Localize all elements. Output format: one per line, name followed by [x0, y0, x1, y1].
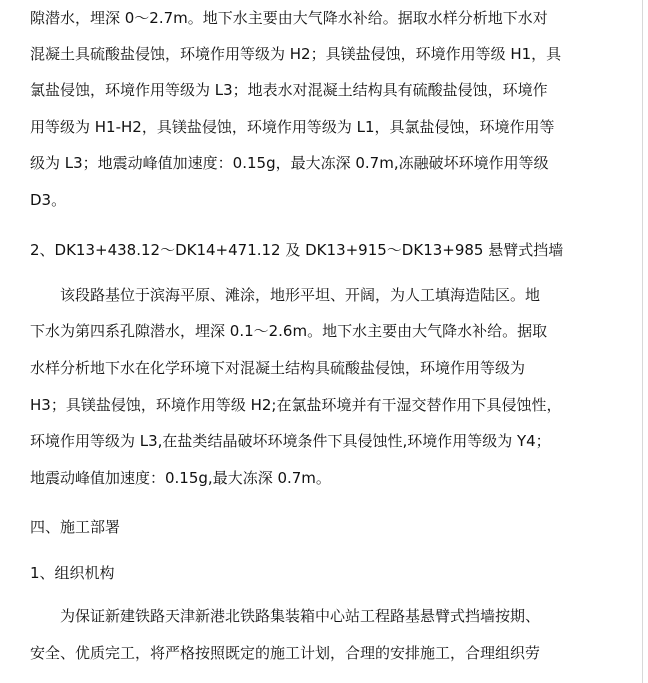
paragraph-line: 用等级为 H1-H2，具镁盐侵蚀，环境作用等级为 L1，具氯盐侵蚀，环境作用等	[30, 118, 555, 136]
section-heading-4: 四、施工部署	[30, 518, 121, 536]
section-heading-4-1: 1、组织机构	[30, 564, 115, 582]
paragraph-line: 级为 L3；地震动峰值加速度：0.15g，最大冻深 0.7m,冻融破坏环境作用等级	[30, 154, 549, 172]
paragraph-line: D3。	[30, 191, 67, 209]
paragraph-line: 水样分析地下水在化学环境下对混凝土结构具硫酸盐侵蚀，环境作用等级为	[30, 359, 526, 377]
section-heading-2: 2、DK13+438.12～DK14+471.12 及 DK13+915～DK13+985 悬臂式挡墙	[30, 241, 564, 259]
paragraph-line: 隙潜水，埋深 0～2.7m。地下水主要由大气降水补给。据取水样分析地下水对	[30, 9, 548, 27]
paragraph-line: H3；具镁盐侵蚀，环境作用等级 H2;在氯盐环境并有干湿交替作用下具侵蚀性，	[30, 396, 562, 414]
paragraph-line: 安全、优质完工，将严格按照既定的施工计划，合理的安排施工，合理组织劳	[30, 644, 541, 662]
page-right-border	[642, 0, 643, 683]
paragraph-line: 为保证新建铁路天津新港北铁路集装箱中心站工程路基悬臂式挡墙按期、	[60, 607, 541, 625]
paragraph-line: 下水为第四系孔隙潜水，埋深 0.1～2.6m。地下水主要由大气降水补给。据取	[30, 322, 548, 340]
paragraph-line: 该段路基位于滨海平原、滩涂，地形平坦、开阔，为人工填海造陆区。地	[60, 286, 541, 304]
paragraph-line: 地震动峰值加速度：0.15g,最大冻深 0.7m。	[30, 469, 331, 487]
paragraph-line: 氯盐侵蚀，环境作用等级为 L3；地表水对混凝土结构具有硫酸盐侵蚀，环境作	[30, 81, 548, 99]
paragraph-line: 环境作用等级为 L3,在盐类结晶破坏环境条件下具侵蚀性,环境作用等级为 Y4；	[30, 432, 551, 450]
paragraph-line: 混凝土具硫酸盐侵蚀，环境作用等级为 H2；具镁盐侵蚀，环境作用等级 H1，具	[30, 45, 562, 63]
